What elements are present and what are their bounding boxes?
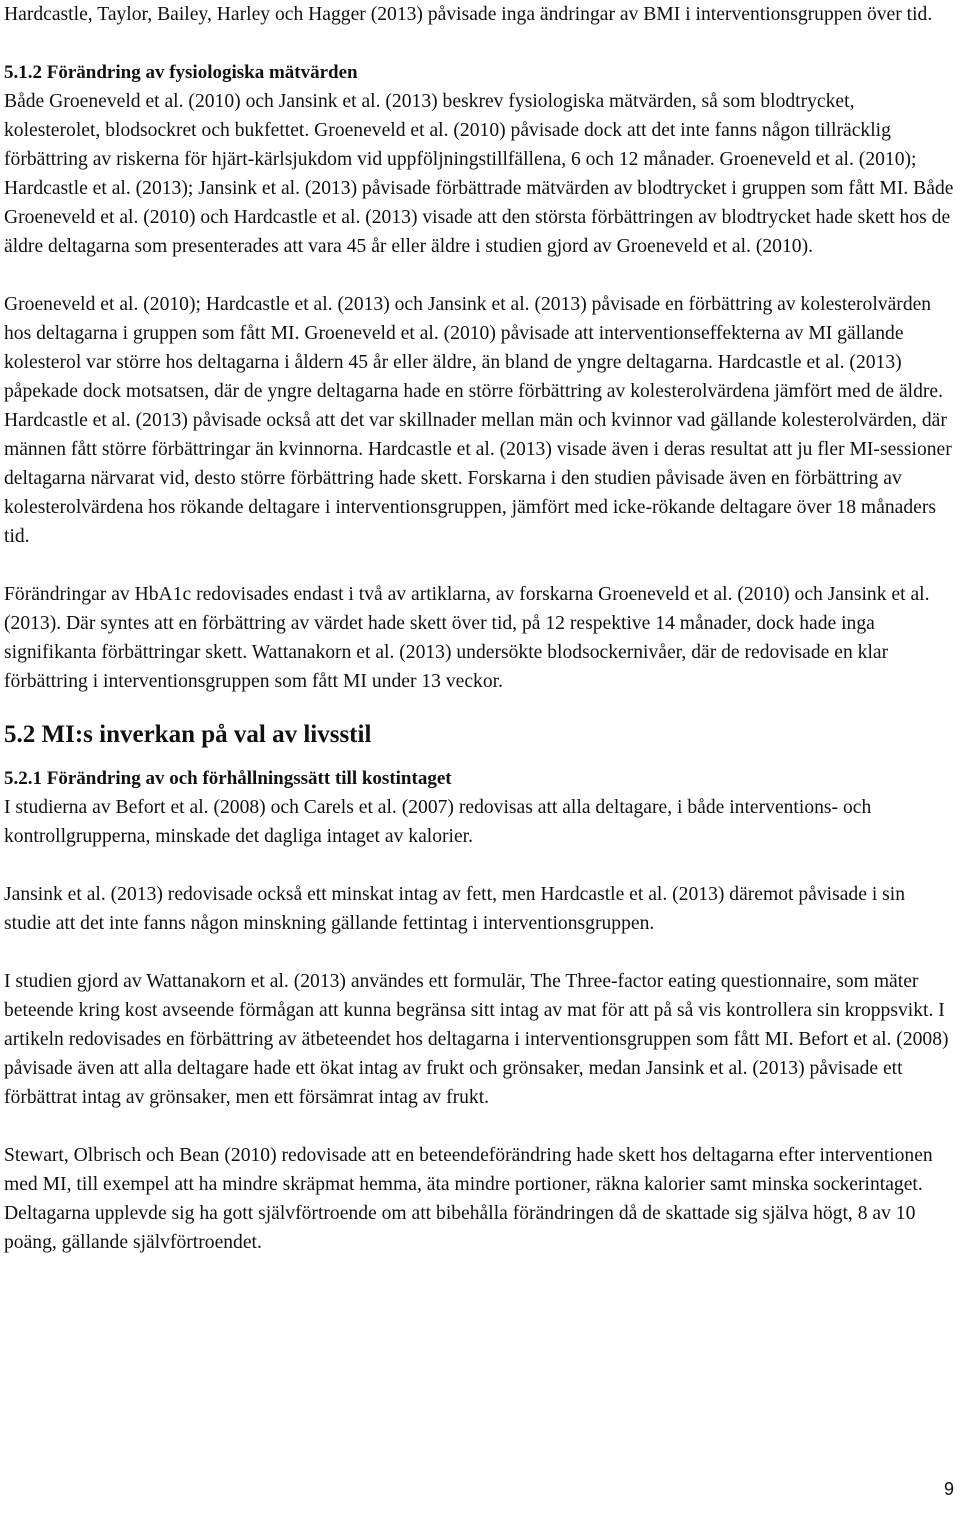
paragraph-bmi: Hardcastle, Taylor, Bailey, Harley och Hagger (2013) påvisade inga ändringar av BMI i interventionsgruppen över tid.: [4, 4, 933, 25]
heading-5-2-1: 5.2.1 Förändring av och förhållningssätt till kostintaget: [4, 768, 452, 789]
page-number: 9: [943, 1479, 954, 1499]
paragraph-hba1c: Förändringar av HbA1c redovisades endast i två av artiklarna, av forskarna Groeneveld et al. (2010) och Jansink et al. (2013). Där syntes att en förbättring av värdet hade skett över tid, på 12 respektive 14 månader, dock hade inga signifikanta förbättringar skett. Wattanakorn et al. (2013) undersökte blodsockernivåer, där de redovisade en klar förbättring i interventionsgruppen som fått MI under 13 veckor.: [4, 584, 930, 692]
paragraph-calories: I studierna av Befort et al. (2008) och Carels et al. (2007) redovisas att alla deltagare, i både interventions- och kontrollgrupperna, minskade det dagliga intaget av kalorier.: [4, 797, 872, 847]
heading-5-2: 5.2 MI:s inverkan på val av livsstil: [4, 721, 372, 748]
paragraph-physiological-values: Både Groeneveld et al. (2010) och Jansink et al. (2013) beskrev fysiologiska mätvärden, så som blodtrycket, kolesterolet, blodsockret och bukfettet. Groeneveld et al. (2010) påvisade dock att det inte fanns någon tillräcklig förbättring av riskerna för hjärt-kärlsjukdom vid uppföljningstillfällena, 6 och 12 månader. Groeneveld et al. (2010); Hardcastle et al. (2013); Jansink et al. (2013) påvisade förbättrade mätvärden av blodtrycket i gruppen som fått MI. Både Groeneveld et al. (2010) och Hardcastle et al. (2013) visade att den största förbättringen av blodtrycket hade skett hos de äldre deltagarna som presenterades att vara 45 år eller äldre i studien gjord av Groeneveld et al. (2010).: [4, 91, 954, 257]
heading-5-1-2: 5.1.2 Förändring av fysiologiska mätvärden: [4, 62, 358, 83]
paragraph-cholesterol: Groeneveld et al. (2010); Hardcastle et al. (2013) och Jansink et al. (2013) påvisade en förbättring av kolesterolvärden hos deltagarna i gruppen som fått MI. Groeneveld et al. (2010) påvisade att interventionseffekterna av MI gällande kolesterol var större hos deltagarna i åldern 45 år eller äldre, än bland de yngre deltagarna. Hardcastle et al. (2013) påpekade dock motsatsen, där de yngre deltagarna hade en större förbättring av kolesterolvärdena jämfört med de äldre. Hardcastle et al. (2013) påvisade också att det var skillnader mellan män och kvinnor vad gällande kolesterolvärden, där männen fått större förbättringar än kvinnorna. Hardcastle et al. (2013) visade även i deras resultat att ju fler MI-sessioner deltagarna närvarat vid, desto större förbättring hade skett. Forskarna i den studien påvisade även en förbättring av kolesterolvärdena hos rökande deltagare i interventionsgruppen, jämfört med icke-rökande deltagare över 18 månaders tid.: [4, 294, 952, 547]
paragraph-fat-intake: Jansink et al. (2013) redovisade också ett minskat intag av fett, men Hardcastle et al. (2013) däremot påvisade i sin studie att det inte fanns någon minskning gällande fettintag i interventionsgruppen.: [4, 884, 906, 934]
paragraph-behaviour-change: Stewart, Olbrisch och Bean (2010) redovisade att en beteendeförändring hade skett hos deltagarna efter interventionen med MI, till exempel att ha mindre skräpmat hemma, äta mindre portioner, räkna kalorier samt minska sockerintaget. Deltagarna upplevde sig ha gott självförtroende om att bibehålla förändringen då de skattade sig själva högt, 8 av 10 poäng, gällande självförtroendet.: [4, 1145, 933, 1253]
document-page: [4, 0, 954, 1257]
paragraph-eating-questionnaire: I studien gjord av Wattanakorn et al. (2013) användes ett formulär, The Three-factor eating questionnaire, som mäter beteende kring kost avseende förmågan att kunna begränsa sitt intag av mat för att på så vis kontrollera sin kroppsvikt. I artikeln redovisades en förbättring av ätbeteendet hos deltagarna i interventionsgruppen som fått MI. Befort et al. (2008) påvisade även att alla deltagare hade ett ökat intag av frukt och grönsaker, medan Jansink et al. (2013) påvisade ett förbättrat intag av grönsaker, men ett försämrat intag av frukt.: [4, 971, 949, 1108]
